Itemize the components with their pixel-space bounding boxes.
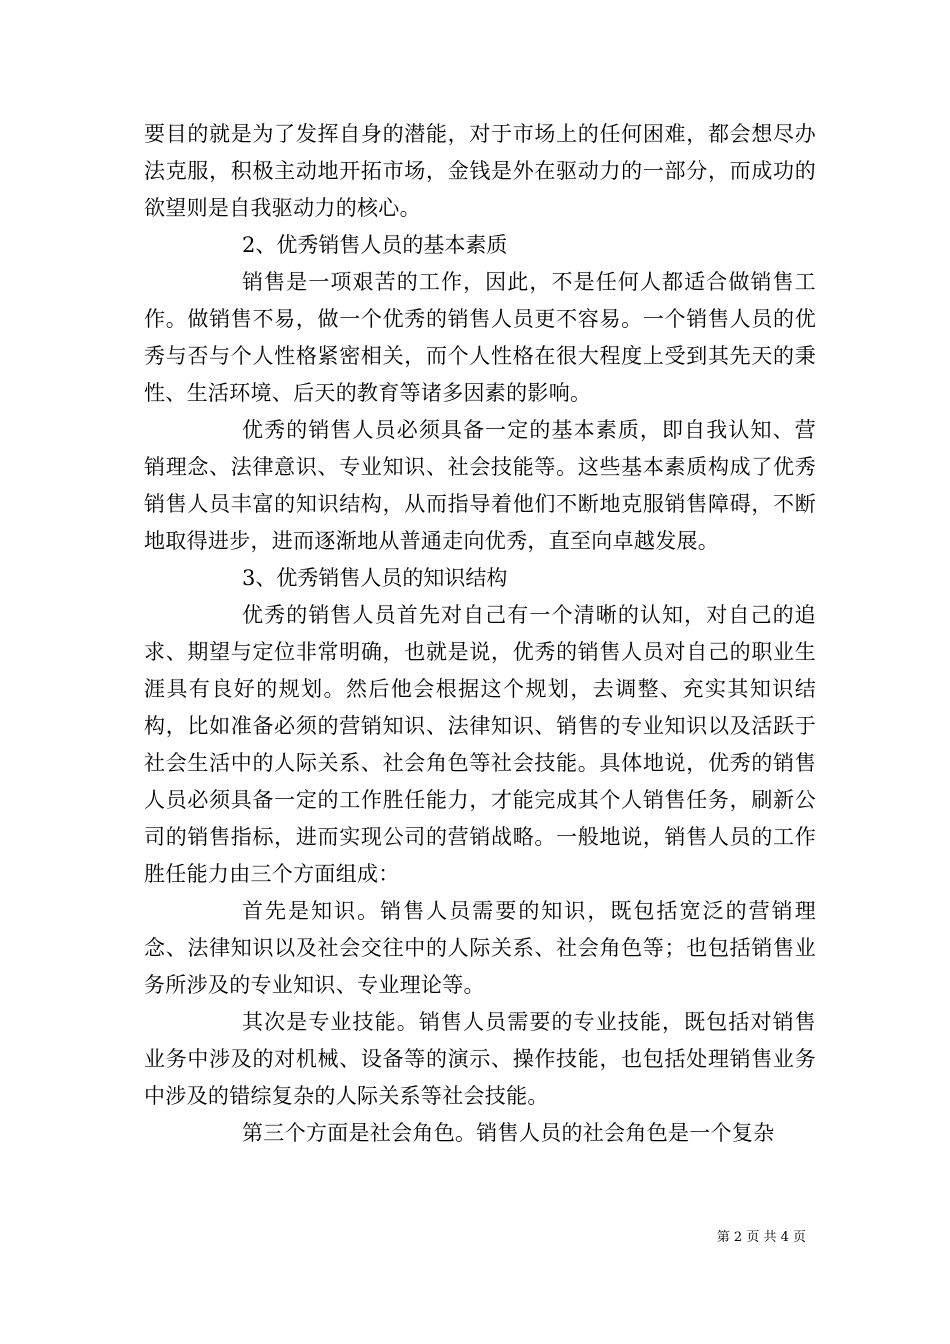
paragraph: 其次是专业技能。销售人员需要的专业技能，既包括对销售业务中涉及的对机械、设备等的演示、操作技能，也包括处理销售业务中涉及的错综复杂的人际关系等社会技能。 xyxy=(144,1010,816,1108)
page-number-footer: 第 2 页 共 4 页 xyxy=(716,1230,806,1245)
paragraph: 销售是一项艰苦的工作，因此，不是任何人都适合做销售工作。做销售不易，做一个优秀的销售人员更不容易。一个销售人员的优秀与否与个人性格紧密相关，而个人性格在很大程度上受到其先天的秉性、生活环境、后天的教育等诸多因素的影响。 xyxy=(144,270,816,405)
section-heading: 2、优秀销售人员的基本素质 xyxy=(242,233,508,257)
paragraph: 优秀的销售人员首先对自己有一个清晰的认知，对自己的追求、期望与定位非常明确，也就是说，优秀的销售人员对自己的职业生涯具有良好的规划。然后他会根据这个规划，去调整、充实其知识结构，比如准备必须的营销知识、法律知识、销售的专业知识以及活跃于社会生活中的人际关系、社会角色等社会技能。具体地说，优秀的销售人员必须具备一定的工作胜任能力，才能完成其个人销售任务，刷新公司的销售指标，进而实现公司的营销战略。一般地说，销售人员的工作胜任能力由三个方面组成： xyxy=(144,603,816,886)
paragraph: 第三个方面是社会角色。销售人员的社会角色是一个复杂 xyxy=(242,1121,775,1145)
paragraph: 首先是知识。销售人员需要的知识，既包括宽泛的营销理念、法律知识以及社会交往中的人际关系、社会角色等；也包括销售业务所涉及的专业知识、专业理论等。 xyxy=(144,899,816,997)
paragraph: 优秀的销售人员必须具备一定的基本素质，即自我认知、营销理念、法律意识、专业知识、社会技能等。这些基本素质构成了优秀销售人员丰富的知识结构，从而指导着他们不断地克服销售障碍，不断地取得进步，进而逐渐地从普通走向优秀，直至向卓越发展。 xyxy=(144,418,816,553)
paragraph: 要目的就是为了发挥自身的潜能，对于市场上的任何困难，都会想尽办法克服，积极主动地开拓市场，金钱是外在驱动力的一部分，而成功的欲望则是自我驱动力的核心。 xyxy=(144,122,816,220)
document-body xyxy=(144,116,816,1152)
section-heading: 3、优秀销售人员的知识结构 xyxy=(242,566,508,590)
